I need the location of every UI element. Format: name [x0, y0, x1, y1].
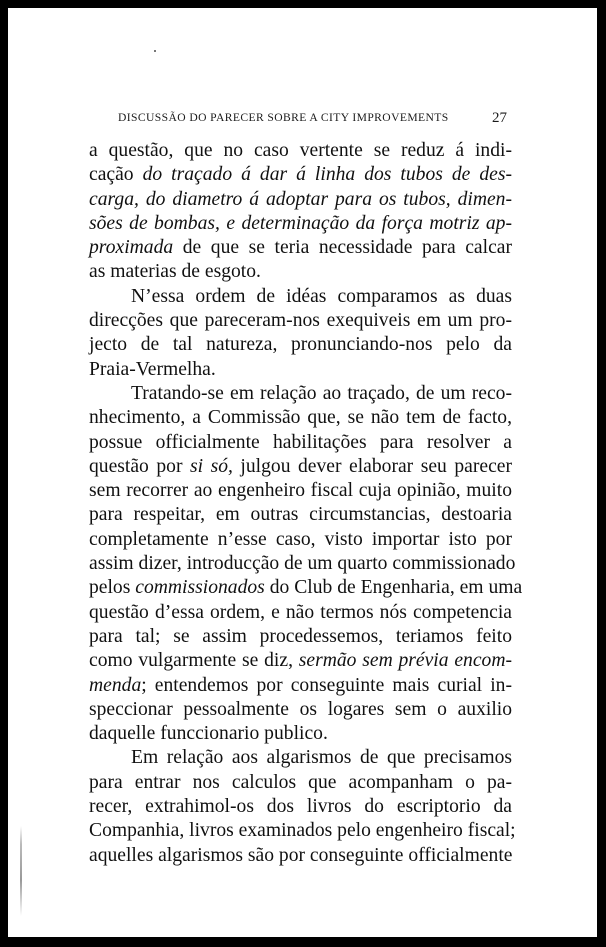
text-line: nhecimento, a Commissão que, se não tem de facto,	[89, 407, 512, 429]
text-line: carga, do diametro á adoptar para os tubos, dimen-	[89, 188, 512, 210]
text-line: Tratando-se em relação ao traçado, de um reco-	[131, 382, 512, 404]
text-line: como vulgarmente se diz, sermão sem prévia encom-	[89, 650, 512, 672]
book-page	[8, 8, 597, 937]
text-line: possue officialmente habilitações para resolver a	[89, 431, 512, 453]
text-line: daquelle funccionario publico.	[89, 723, 328, 745]
text-line: Companhia, livros examinados pelo engenheiro fiscal;	[89, 820, 516, 842]
paper-speck	[154, 50, 156, 52]
text-line: Praia-Vermelha.	[89, 358, 216, 380]
text-line: a questão, que no caso vertente se reduz á indi-	[89, 140, 512, 161]
body-text	[89, 139, 523, 868]
text-line: speccionar pessoalmente os logares sem o auxilio	[89, 698, 512, 720]
text-line: Em relação aos algarismos de que precisamos	[131, 747, 512, 769]
text-line: proximada de que se teria necessidade para calcar	[89, 237, 512, 259]
text-line: as materias de esgoto.	[89, 261, 261, 283]
text-line: sem recorrer ao engenheiro fiscal cuja opinião, muito	[89, 480, 512, 502]
text-line: para respeitar, em outras circumstancias, destoaria	[89, 504, 512, 526]
paragraph-1	[89, 139, 512, 285]
text-line: questão por si só, julgou dever elaborar seu parecer	[89, 455, 512, 477]
text-line: sões de bombas, e determinação da força motriz ap-	[89, 212, 512, 234]
paragraph-2	[89, 285, 512, 382]
text-line: cação do traçado á dar á linha dos tubos de des-	[89, 164, 513, 186]
paragraph-3	[89, 382, 523, 746]
paragraph-4	[89, 746, 516, 867]
page-number: 27	[492, 110, 507, 126]
text-line: para entrar nos calculos que acompanham o pa-	[89, 771, 512, 793]
scan-edge-mark	[20, 826, 22, 916]
text-line: assim dizer, introducção de um quarto commissionado	[89, 553, 516, 575]
text-line: N’essa ordem de idéas comparamos as duas	[131, 285, 512, 307]
text-line: direcções que pareceram-nos exequiveis em um pro-	[89, 310, 512, 332]
text-line: pelos commissionados do Club de Engenharia, em uma	[89, 577, 523, 599]
text-line: jecto de tal natureza, pronunciando-nos pelo da	[89, 334, 512, 356]
text-line: aquelles algarismos são por conseguinte officialmente	[89, 844, 513, 866]
text-line: para tal; se assim procedessemos, teriamos feito	[89, 625, 512, 647]
text-line: questão d’essa ordem, e não termos nós competencia	[89, 601, 512, 623]
running-head: DISCUSSÃO DO PARECER SOBRE A CITY IMPROVEMENTS	[118, 111, 449, 124]
text-line: recer, extrahimol-os dos livros do escriptorio da	[89, 796, 512, 818]
text-line: completamente n’esse caso, visto importar isto por	[89, 528, 512, 550]
text-line: menda; entendemos por conseguinte mais curial in-	[89, 674, 512, 696]
